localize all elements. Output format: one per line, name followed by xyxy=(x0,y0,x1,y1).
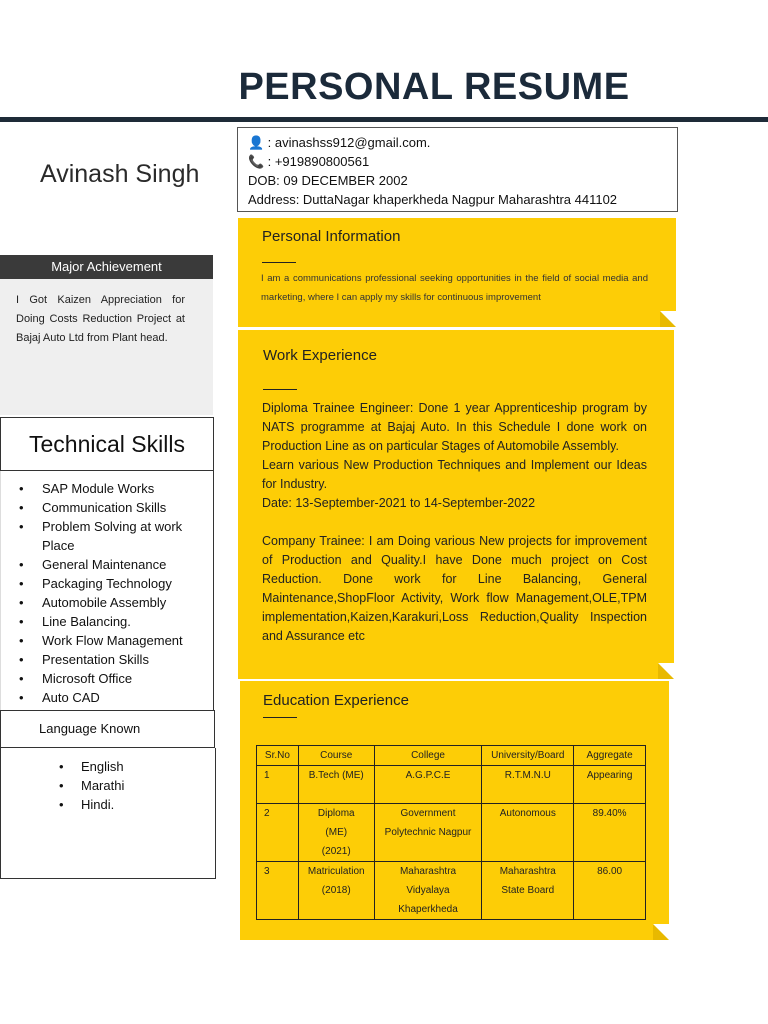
list-item: • Auto CAD xyxy=(19,688,213,707)
achievement-text: I Got Kaizen Appreciation for Doing Costs Reduction Project at Bajaj Auto Ltd from Plant head. xyxy=(16,294,185,344)
heading-underline xyxy=(263,717,297,718)
table-cell: Maharashtra State Board xyxy=(482,862,574,920)
language-list xyxy=(1,748,215,814)
table-header-row xyxy=(257,746,646,766)
language-heading: Language Known xyxy=(0,710,215,748)
table-cell: 3 xyxy=(257,862,299,920)
table-cell: Maharashtra Vidyalaya Khaperkheda xyxy=(374,862,482,920)
work-paragraph: Diploma Trainee Engineer: Done 1 year Apprenticeship program by NATS programme at Bajaj Auto. In this Schedule I done work on Production Line as on particular Stages of Automobile Assembly. xyxy=(262,401,647,453)
table-cell: Autonomous xyxy=(482,804,574,862)
column-header: Course xyxy=(298,746,374,766)
list-item: • Marathi xyxy=(59,776,215,795)
list-item: • Problem Solving at work Place xyxy=(19,517,213,555)
candidate-name: Avinash Singh xyxy=(40,160,200,188)
title-divider xyxy=(0,117,768,122)
column-header: Aggregate xyxy=(574,746,646,766)
list-item: • Microsoft Office xyxy=(19,669,213,688)
page-fold-icon xyxy=(653,924,669,940)
technical-skills-heading: Technical Skills xyxy=(0,417,214,471)
table-cell: Government Polytechnic Nagpur xyxy=(374,804,482,862)
list-item: • SAP Module Works xyxy=(19,479,213,498)
personal-information-card xyxy=(238,218,676,327)
page-fold-icon xyxy=(660,311,676,327)
achievement-panel xyxy=(0,255,213,415)
list-item: • Presentation Skills xyxy=(19,650,213,669)
personal-information-heading: Personal Information xyxy=(262,228,401,245)
table-cell: 86.00 xyxy=(574,862,646,920)
table-cell: 1 xyxy=(257,766,299,804)
education-card xyxy=(240,681,669,940)
work-experience-card xyxy=(238,330,674,679)
column-header: Sr.No xyxy=(257,746,299,766)
table-cell: 89.40% xyxy=(574,804,646,862)
work-paragraph: Company Trainee: I am Doing various New projects for improvement of Production and Quality.I have Done much project on Cost Reduction. Done work for Line Balancing, General Maintenance,ShopFloor Activity, Work flow Management,OLE,TPM implementation,Kaizen,Karakuri,Loss Reduction,Quality Inspection and Assurance etc xyxy=(262,534,647,643)
language-panel xyxy=(0,748,216,879)
address-text: Address: DuttaNagar khaperkheda Nagpur Maharashtra 441102 xyxy=(248,192,618,207)
page-title: PERSONAL RESUME xyxy=(238,66,630,108)
column-header: University/Board xyxy=(482,746,574,766)
table-cell: A.G.P.C.E xyxy=(374,766,482,804)
column-header: College xyxy=(374,746,482,766)
skills-list xyxy=(1,471,213,707)
technical-skills-panel xyxy=(0,471,214,711)
table-cell: R.T.M.N.U xyxy=(482,766,574,804)
phone-icon: 📞 xyxy=(248,154,265,169)
table-row xyxy=(257,862,646,920)
work-experience-text xyxy=(262,399,647,646)
email-line xyxy=(248,133,667,152)
table-cell: Matriculation (2018) xyxy=(298,862,374,920)
list-item: • General Maintenance xyxy=(19,555,213,574)
work-dates: Date: 13-September-2021 to 14-September-2022 xyxy=(262,496,536,510)
heading-underline xyxy=(262,262,296,263)
list-item: • English xyxy=(59,757,215,776)
personal-information-text: I am a communications professional seeking opportunities in the field of social media and marketing, where I can apply my skills for continuous improvement xyxy=(261,273,648,303)
list-item: • Hindi. xyxy=(59,795,215,814)
heading-underline xyxy=(263,389,297,390)
table-cell: Appearing xyxy=(574,766,646,804)
list-item: • Communication Skills xyxy=(19,498,213,517)
dob-text: DOB: 09 DECEMBER 2002 xyxy=(248,173,408,188)
achievement-heading: Major Achievement xyxy=(0,255,213,279)
table-row xyxy=(257,804,646,862)
work-paragraph: Learn various New Production Techniques and Implement our Ideas for Industry. xyxy=(262,458,647,491)
list-item: • Packaging Technology xyxy=(19,574,213,593)
education-heading: Education Experience xyxy=(263,692,409,709)
page-fold-icon xyxy=(658,663,674,679)
list-item: • Automobile Assembly xyxy=(19,593,213,612)
education-table xyxy=(256,745,646,920)
phone-text: : +919890800561 xyxy=(264,154,370,169)
table-cell: Diploma (ME) (2021) xyxy=(298,804,374,862)
table-cell: 2 xyxy=(257,804,299,862)
table-row xyxy=(257,766,646,804)
list-item: • Work Flow Management xyxy=(19,631,213,650)
list-item: • Line Balancing. xyxy=(19,612,213,631)
email-text: : avinashss912@gmail.com. xyxy=(264,135,431,150)
person-icon: 👤 xyxy=(248,135,265,150)
table-cell: B.Tech (ME) xyxy=(298,766,374,804)
work-experience-heading: Work Experience xyxy=(263,347,377,364)
contact-box xyxy=(237,127,678,212)
phone-line xyxy=(248,152,667,171)
